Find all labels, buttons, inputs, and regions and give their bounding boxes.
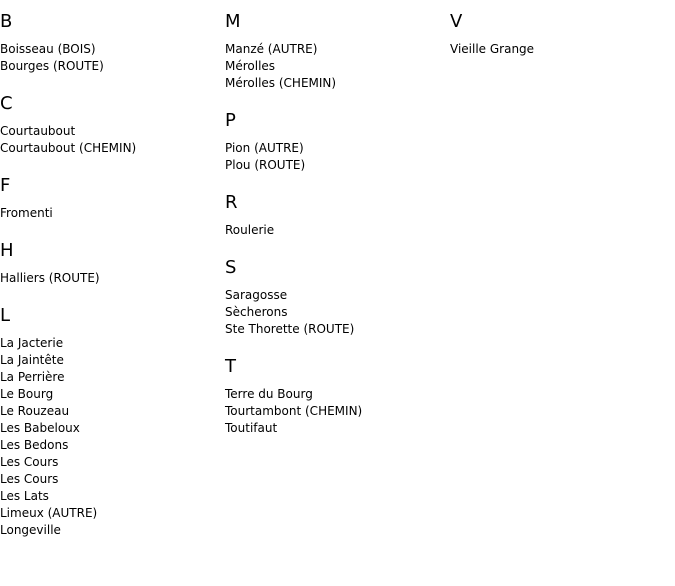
place-item: Courtaubout (CHEMIN): [0, 141, 137, 155]
place-item: Sècherons: [225, 305, 288, 319]
place-list: [225, 386, 450, 437]
place-list: [0, 270, 225, 287]
place-item: La Jacterie: [0, 336, 64, 350]
letter-heading: S: [225, 257, 237, 278]
place-item: Mérolles: [225, 59, 276, 73]
place-item: Les Babeloux: [0, 421, 80, 435]
place-list: [0, 41, 225, 75]
place-item: Plou (ROUTE): [225, 158, 306, 172]
letter-group: [225, 110, 450, 174]
place-item: Saragosse: [225, 288, 288, 302]
letter-group: [225, 11, 450, 92]
letter-group: [0, 175, 225, 222]
letter-group: [225, 192, 450, 239]
place-item: Les Lats: [0, 489, 49, 503]
place-list: [0, 123, 225, 157]
letter-heading: T: [225, 356, 236, 377]
place-item: Les Bedons: [0, 438, 69, 452]
place-item: Toutifaut: [225, 421, 278, 435]
place-item: Pion (AUTRE): [225, 141, 304, 155]
letter-heading: C: [0, 93, 13, 114]
place-item: Boisseau (BOIS): [0, 42, 96, 56]
letter-group: [225, 356, 450, 437]
letter-group: [225, 257, 450, 338]
place-item: Roulerie: [225, 223, 275, 237]
place-item: Vieille Grange: [450, 42, 535, 56]
place-item: Limeux (AUTRE): [0, 506, 98, 520]
place-item: La Jaintête: [0, 353, 64, 367]
letter-heading: L: [0, 305, 11, 326]
place-item: Courtaubout: [0, 124, 76, 138]
letter-group: [0, 93, 225, 157]
index-column-3: [450, 0, 675, 58]
letter-heading: H: [0, 240, 14, 261]
letter-heading: R: [225, 192, 238, 213]
place-list: [225, 41, 450, 92]
place-item: Longeville: [0, 523, 61, 537]
place-list: [0, 205, 225, 222]
place-item: La Perrière: [0, 370, 65, 384]
place-item: Le Rouzeau: [0, 404, 70, 418]
place-list: [225, 287, 450, 338]
place-item: Manzé (AUTRE): [225, 42, 318, 56]
letter-group: [450, 11, 675, 58]
letter-heading: F: [0, 175, 11, 196]
place-item: Ste Thorette (ROUTE): [225, 322, 355, 336]
place-item: Halliers (ROUTE): [0, 271, 100, 285]
place-item: Le Bourg: [0, 387, 54, 401]
place-item: Terre du Bourg: [225, 387, 313, 401]
place-item: Fromenti: [0, 206, 53, 220]
place-item: Les Cours: [0, 472, 59, 486]
letter-heading: M: [225, 11, 241, 32]
letter-group: [0, 240, 225, 287]
place-item: Bourges (ROUTE): [0, 59, 104, 73]
place-list: [450, 41, 675, 58]
place-list: [225, 222, 450, 239]
place-item: Tourtambont (CHEMIN): [225, 404, 363, 418]
letter-group: [0, 11, 225, 75]
place-list: [0, 335, 225, 539]
letter-heading: V: [450, 11, 463, 32]
index-column-2: [225, 0, 450, 437]
place-item: Les Cours: [0, 455, 59, 469]
letter-heading: B: [0, 11, 13, 32]
place-item: Mérolles (CHEMIN): [225, 76, 337, 90]
place-list: [225, 140, 450, 174]
index-column-1: [0, 0, 225, 539]
letter-heading: P: [225, 110, 236, 131]
letter-group: [0, 305, 225, 539]
